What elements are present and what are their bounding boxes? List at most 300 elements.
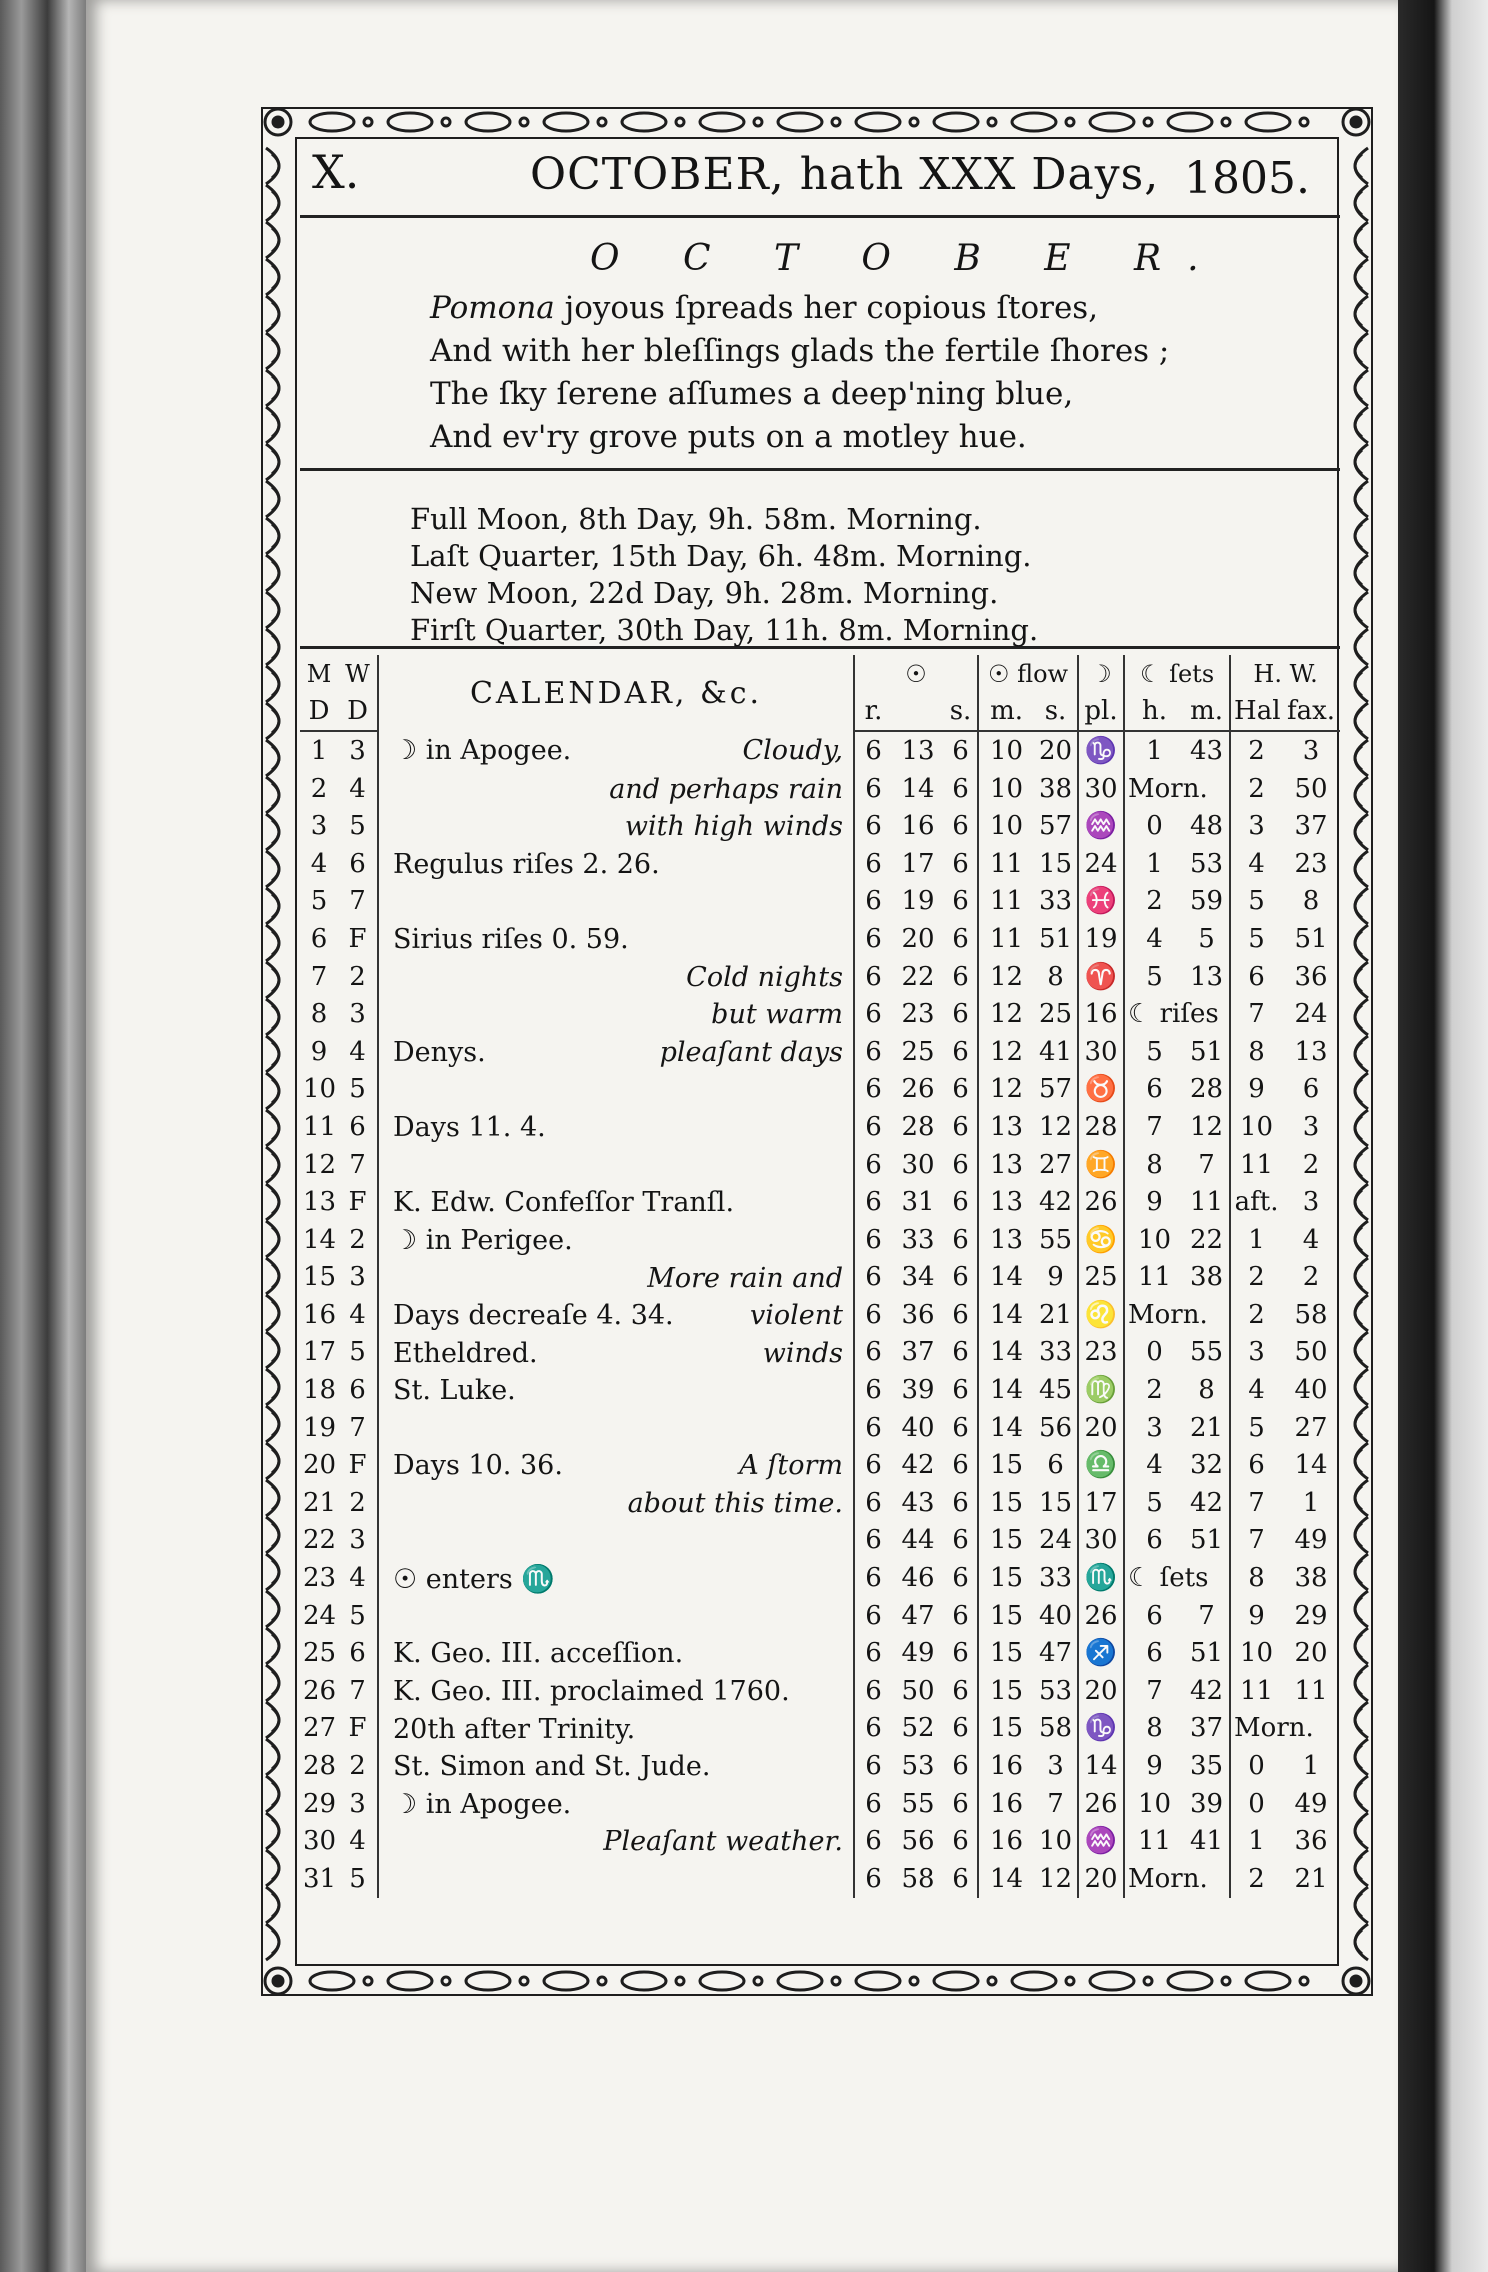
high-water-header: H. W. — [1230, 655, 1340, 693]
cell-hm: 4 — [1302, 1224, 1320, 1255]
calendar-row — [300, 770, 1340, 808]
cell-sm: 44 — [901, 1525, 935, 1556]
cell-weather: about this time. — [627, 1488, 843, 1520]
cell-event-weather — [378, 1822, 854, 1860]
cell-ss: 6 — [952, 1675, 969, 1706]
cell-hh: 9 — [1230, 1597, 1282, 1635]
cell-ss: 6 — [952, 1111, 969, 1142]
cell-dm: 23 — [303, 1563, 337, 1594]
cell-mh: 9 — [1124, 1747, 1184, 1785]
cell-ss: 6 — [952, 1638, 969, 1669]
cell-ss: 6 — [952, 1036, 969, 1067]
cell-fs: 25 — [1038, 999, 1073, 1030]
cell-dm: 20 — [303, 1450, 337, 1481]
cell-fs: 38 — [1038, 773, 1073, 804]
cell-event-weather — [378, 1747, 854, 1785]
cell-sm: 47 — [901, 1600, 935, 1631]
calendar-row — [300, 807, 1340, 845]
cell-mh: 5 — [1124, 1484, 1184, 1522]
cell-event-weather — [378, 1522, 854, 1560]
calendar-row — [300, 1785, 1340, 1823]
cell-mh: 5 — [1124, 1033, 1184, 1071]
cell-ss: 6 — [952, 773, 969, 804]
cell-sm: 34 — [901, 1262, 935, 1293]
calendar-row — [300, 1484, 1340, 1522]
cell-event-weather — [378, 1371, 854, 1409]
cell-pl: ♓ — [1078, 883, 1124, 921]
cell-hm: 13 — [1294, 1036, 1328, 1067]
cell-sr: 6 — [854, 770, 892, 808]
cell-event: 20th after Trinity. — [393, 1713, 636, 1745]
cell-mm: 21 — [1189, 1412, 1224, 1443]
cell-sr: 6 — [854, 1146, 892, 1184]
cell-fs: 27 — [1038, 1149, 1073, 1180]
cell-hm: 3 — [1302, 1111, 1320, 1142]
cell-dw: 3 — [349, 1788, 366, 1819]
calendar-row — [300, 1446, 1340, 1484]
cell-event: St. Simon and St. Jude. — [393, 1751, 711, 1783]
calendar-row — [300, 1033, 1340, 1071]
cell-sr: 6 — [854, 1334, 892, 1372]
cell-mm: 7 — [1198, 1600, 1215, 1631]
cell-pl: ♏ — [1078, 1559, 1124, 1597]
calendar-row — [300, 1409, 1340, 1447]
calendar-row — [300, 1259, 1340, 1297]
cell-pl: 26 — [1078, 1597, 1124, 1635]
cell-weather: More rain and — [647, 1262, 843, 1294]
col-dw-top: W — [345, 659, 370, 688]
cell-mh: 11 — [1124, 1822, 1184, 1860]
calendar-row — [300, 1597, 1340, 1635]
cell-mh: 8 — [1124, 1146, 1184, 1184]
cell-fm: 15 — [978, 1446, 1034, 1484]
cell-ss: 6 — [952, 848, 969, 879]
cell-ss: 6 — [952, 811, 969, 842]
cell-mh: 10 — [1124, 1785, 1184, 1823]
cell-sm: 55 — [901, 1788, 935, 1819]
col-hal: Hal — [1230, 693, 1282, 732]
cell-fs: 24 — [1038, 1525, 1073, 1556]
cell-event-weather — [378, 1296, 854, 1334]
cell-fm: 15 — [978, 1484, 1034, 1522]
cell-hm: 3 — [1302, 1187, 1320, 1218]
cell-dm: 5 — [310, 886, 328, 917]
poem-line-text: And with her bleſſings glads the fertile ſhores ; — [430, 333, 1170, 369]
col-dm-top: M — [306, 659, 332, 688]
cell-event-weather — [378, 1146, 854, 1184]
cell-mh: Morn. — [1124, 770, 1184, 808]
cell-fs: 51 — [1038, 923, 1073, 954]
cell-dw: 5 — [349, 1600, 366, 1631]
calendar-row — [300, 1221, 1340, 1259]
cell-hm: 1 — [1302, 1751, 1320, 1782]
cell-mm: 42 — [1189, 1675, 1224, 1706]
cell-dm: 15 — [303, 1262, 337, 1293]
cell-mm: 51 — [1189, 1638, 1224, 1669]
cell-event-weather — [378, 1672, 854, 1710]
calendar-row — [300, 731, 1340, 770]
cell-sm: 22 — [901, 961, 935, 992]
cell-hh: 4 — [1230, 1371, 1282, 1409]
cell-sr: 6 — [854, 1221, 892, 1259]
cell-dw: 5 — [349, 1074, 366, 1105]
cell-dw: 6 — [349, 848, 366, 879]
cell-fm: 14 — [978, 1296, 1034, 1334]
cell-fs: 12 — [1038, 1111, 1073, 1142]
cell-ss: 6 — [952, 1299, 969, 1330]
cell-fm: 13 — [978, 1146, 1034, 1184]
cell-event: Days 11. 4. — [393, 1112, 546, 1144]
cell-mm: 12 — [1189, 1111, 1224, 1142]
cell-pl: 20 — [1078, 1672, 1124, 1710]
cell-hh: 7 — [1230, 995, 1282, 1033]
cell-sr: 6 — [854, 1822, 892, 1860]
cell-pl: ♑ — [1078, 1710, 1124, 1748]
cell-ss: 6 — [952, 1487, 969, 1518]
cell-event-weather — [378, 1334, 854, 1372]
cell-event-weather — [378, 1071, 854, 1109]
cell-hm: 8 — [1302, 886, 1320, 917]
cell-hh: 3 — [1230, 807, 1282, 845]
cell-hh: 4 — [1230, 845, 1282, 883]
cell-sm: 52 — [901, 1713, 935, 1744]
cell-fs: 10 — [1038, 1826, 1073, 1857]
calendar-row — [300, 845, 1340, 883]
cell-dw: 2 — [349, 961, 366, 992]
cell-mm: 48 — [1189, 811, 1224, 842]
cell-pl: ♒ — [1078, 1822, 1124, 1860]
cell-pl: ♈ — [1078, 958, 1124, 996]
cell-event: Etheldred. — [393, 1337, 538, 1369]
cell-mh: 11 — [1124, 1259, 1184, 1297]
cell-fs: 12 — [1038, 1863, 1073, 1894]
cell-event-weather — [378, 995, 854, 1033]
cell-dm: 10 — [303, 1074, 337, 1105]
cell-sr: 6 — [854, 1634, 892, 1672]
cell-mm: 22 — [1189, 1224, 1224, 1255]
cell-fs: 57 — [1038, 811, 1073, 842]
cell-mh: 6 — [1124, 1634, 1184, 1672]
cell-hm: 50 — [1294, 1337, 1328, 1368]
cell-hh: 6 — [1230, 958, 1282, 996]
cell-dm: 26 — [303, 1675, 337, 1706]
cell-sm: 16 — [901, 811, 935, 842]
cell-fm: 11 — [978, 883, 1034, 921]
cell-pl: 30 — [1078, 1522, 1124, 1560]
cell-mh: Morn. — [1124, 1296, 1184, 1334]
cell-ss: 6 — [952, 1525, 969, 1556]
cell-pl: 23 — [1078, 1334, 1124, 1372]
cell-fs: 57 — [1038, 1074, 1073, 1105]
cell-fs: 33 — [1038, 1563, 1073, 1594]
moon-phases — [300, 471, 1340, 646]
cell-event-weather — [378, 1221, 854, 1259]
cell-mm: 53 — [1189, 848, 1224, 879]
cell-sm: 46 — [901, 1563, 935, 1594]
calendar-row — [300, 1559, 1340, 1597]
cell-pl: 16 — [1078, 995, 1124, 1033]
cell-mh: 6 — [1124, 1597, 1184, 1635]
cell-fm: 14 — [978, 1860, 1034, 1898]
cell-fm: 15 — [978, 1522, 1034, 1560]
cell-dw: 2 — [349, 1751, 366, 1782]
cell-fm: 15 — [978, 1634, 1034, 1672]
cell-weather: Cold nights — [686, 961, 843, 993]
cell-ss: 6 — [952, 1224, 969, 1255]
cell-mm: 32 — [1189, 1450, 1224, 1481]
cell-event-weather — [378, 1484, 854, 1522]
cell-fm: 12 — [978, 958, 1034, 996]
cell-ss: 6 — [952, 1788, 969, 1819]
cell-event: Denys. — [393, 1036, 486, 1068]
cell-sm: 56 — [901, 1826, 935, 1857]
cell-mh: 4 — [1124, 1446, 1184, 1484]
moon-sets-header: ☾ ſets — [1124, 655, 1230, 693]
cell-hh: 0 — [1230, 1747, 1282, 1785]
cell-ss: 6 — [952, 923, 969, 954]
cell-event-weather — [378, 1446, 854, 1484]
cell-pl: 26 — [1078, 1785, 1124, 1823]
cell-fs: 40 — [1038, 1600, 1073, 1631]
sun-icon: ☉ — [854, 655, 978, 693]
cell-dm: 6 — [310, 923, 328, 954]
cell-mh: 4 — [1124, 920, 1184, 958]
moon-phase-line: Laſt Quarter, 15th Day, 6h. 48m. Morning. — [410, 539, 1032, 573]
cell-sr: 6 — [854, 1446, 892, 1484]
cell-sm: 14 — [901, 773, 935, 804]
cell-fm: 12 — [978, 1033, 1034, 1071]
cell-sr: 6 — [854, 1183, 892, 1221]
cell-event: K. Geo. III. proclaimed 1760. — [393, 1676, 790, 1708]
cell-fm: 16 — [978, 1785, 1034, 1823]
calendar-row — [300, 1334, 1340, 1372]
cell-hh: 7 — [1230, 1484, 1282, 1522]
cell-dw: 4 — [349, 1299, 366, 1330]
cell-hh: 5 — [1230, 920, 1282, 958]
cell-sm: 33 — [901, 1224, 935, 1255]
cell-sm: 39 — [901, 1375, 935, 1406]
cell-sr: 6 — [854, 845, 892, 883]
cell-hm: 20 — [1294, 1638, 1328, 1669]
cell-dm: 28 — [303, 1751, 337, 1782]
cell-dm: 24 — [303, 1600, 337, 1631]
month-heading: OCTOBER, hath XXX Days, — [530, 149, 1160, 200]
cell-pl: 20 — [1078, 1409, 1124, 1447]
cell-event-weather — [378, 1183, 854, 1221]
cell-hh: 2 — [1230, 1296, 1282, 1334]
cell-hm: 38 — [1294, 1563, 1328, 1594]
cell-fm: 14 — [978, 1409, 1034, 1447]
cell-mm: 55 — [1189, 1337, 1224, 1368]
cell-dm: 13 — [303, 1187, 337, 1218]
cell-hm: 50 — [1294, 773, 1328, 804]
cell-event-weather — [378, 920, 854, 958]
cell-sr: 6 — [854, 1409, 892, 1447]
cell-hh: 2 — [1230, 731, 1282, 770]
cell-dm: 25 — [303, 1638, 337, 1669]
poem-line-italic: Pomona — [430, 290, 555, 326]
poem — [300, 218, 1340, 468]
cell-pl: ♒ — [1078, 807, 1124, 845]
cell-fs: 8 — [1047, 961, 1064, 992]
cell-hh: 3 — [1230, 1334, 1282, 1372]
col-dm: D — [300, 693, 338, 732]
cell-mh: 9 — [1124, 1183, 1184, 1221]
cell-fm: 13 — [978, 1221, 1034, 1259]
cell-sm: 53 — [901, 1751, 935, 1782]
sun-slow-header: ☉ flow — [978, 655, 1078, 693]
cell-weather: Cloudy, — [742, 735, 843, 767]
cell-sm: 17 — [901, 848, 935, 879]
cell-fm: 12 — [978, 995, 1034, 1033]
cell-dm: 29 — [303, 1788, 337, 1819]
cell-dw: F — [348, 923, 367, 954]
col-slow-m: m. — [978, 693, 1034, 732]
calendar-row — [300, 920, 1340, 958]
cell-ss: 6 — [952, 1375, 969, 1406]
cell-fs: 15 — [1038, 848, 1073, 879]
cell-dm: 12 — [303, 1149, 337, 1180]
col-slow-s: s. — [1034, 693, 1078, 732]
cell-sm: 26 — [901, 1074, 935, 1105]
cell-event: K. Edw. Confeſſor Tranſl. — [393, 1187, 735, 1219]
cell-ss: 6 — [952, 1149, 969, 1180]
cell-hm: 2 — [1302, 1262, 1320, 1293]
cell-dw: 4 — [349, 773, 366, 804]
cell-mm: 43 — [1189, 735, 1224, 766]
cell-ss: 6 — [952, 886, 969, 917]
cell-event-weather — [378, 1259, 854, 1297]
cell-hm: 14 — [1294, 1450, 1328, 1481]
cell-pl: ♌ — [1078, 1296, 1124, 1334]
cell-hh: 0 — [1230, 1785, 1282, 1823]
cell-hm: 1 — [1302, 1487, 1320, 1518]
cell-fs: 21 — [1038, 1299, 1073, 1330]
cell-pl: 14 — [1078, 1747, 1124, 1785]
cell-dw: F — [348, 1187, 367, 1218]
cell-hh: 1 — [1230, 1221, 1282, 1259]
cell-mm: 28 — [1189, 1074, 1224, 1105]
cell-fm: 10 — [978, 770, 1034, 808]
cell-dw: 7 — [349, 1149, 366, 1180]
cell-sr: 6 — [854, 883, 892, 921]
cell-weather: A ſtorm — [739, 1450, 843, 1482]
calendar-title: CALENDAR, &c. — [378, 655, 854, 731]
calendar-header-top — [300, 655, 1340, 693]
year: 1805. — [1184, 153, 1310, 204]
cell-sm: 25 — [901, 1036, 935, 1067]
cell-hh: 2 — [1230, 770, 1282, 808]
cell-ss: 6 — [952, 1600, 969, 1631]
cell-sr: 6 — [854, 731, 892, 770]
calendar-row — [300, 1860, 1340, 1898]
cell-hm: 3 — [1302, 735, 1320, 766]
cell-dw: 3 — [349, 999, 366, 1030]
cell-pl: 30 — [1078, 1033, 1124, 1071]
cell-fs: 33 — [1038, 1337, 1073, 1368]
cell-event-weather — [378, 845, 854, 883]
cell-event: St. Luke. — [393, 1375, 516, 1407]
cell-sm: 19 — [901, 886, 935, 917]
poem-line-text: And ev'ry grove puts on a motley hue. — [430, 419, 1027, 455]
cell-dw: 5 — [349, 811, 366, 842]
cell-dw: 4 — [349, 1826, 366, 1857]
cell-pl: 30 — [1078, 770, 1124, 808]
cell-event-weather — [378, 1785, 854, 1823]
cell-fm: 15 — [978, 1559, 1034, 1597]
cell-event-weather — [378, 731, 854, 770]
cell-dm: 16 — [303, 1299, 337, 1330]
cell-hm: 36 — [1294, 1826, 1328, 1857]
col-sun-r: r. — [854, 693, 892, 732]
cell-mh: 6 — [1124, 1071, 1184, 1109]
cell-mm: 38 — [1189, 1262, 1224, 1293]
cell-dw: 3 — [349, 735, 366, 766]
cell-weather: Pleaſant weather. — [603, 1826, 843, 1858]
cell-pl: 24 — [1078, 845, 1124, 883]
cell-mm: 42 — [1189, 1487, 1224, 1518]
cell-hm: 49 — [1294, 1788, 1328, 1819]
cell-pl: 26 — [1078, 1183, 1124, 1221]
cell-pl: ♉ — [1078, 1071, 1124, 1109]
cell-sm: 23 — [901, 999, 935, 1030]
cell-dm: 8 — [310, 999, 328, 1030]
moon-place-header: ☽ — [1078, 655, 1124, 693]
cell-mm: 11 — [1189, 1187, 1224, 1218]
cell-fs: 45 — [1038, 1375, 1073, 1406]
cell-event-weather — [378, 1033, 854, 1071]
cell-pl: ♍ — [1078, 1371, 1124, 1409]
poem-line — [430, 416, 1340, 459]
cell-ss: 6 — [952, 1713, 969, 1744]
cell-hh: 8 — [1230, 1033, 1282, 1071]
cell-pl: ♑ — [1078, 731, 1124, 770]
moon-phase-line: Firſt Quarter, 30th Day, 11h. 8m. Morning. — [410, 613, 1039, 647]
calendar-row — [300, 1296, 1340, 1334]
cell-sm: 40 — [901, 1412, 935, 1443]
cell-ss: 6 — [952, 1412, 969, 1443]
month-numeral: X. — [312, 145, 360, 199]
cell-mh: 3 — [1124, 1409, 1184, 1447]
cell-hm: 2 — [1302, 1149, 1320, 1180]
cell-hm: 51 — [1294, 923, 1328, 954]
cell-sr: 6 — [854, 1747, 892, 1785]
calendar-row — [300, 995, 1340, 1033]
cell-dm: 1 — [310, 735, 328, 766]
cell-mh: 0 — [1124, 1334, 1184, 1372]
cell-weather: winds — [762, 1337, 843, 1369]
cell-weather: with high winds — [624, 811, 843, 843]
cell-event-weather — [378, 883, 854, 921]
cell-dm: 3 — [310, 811, 328, 842]
cell-dm: 18 — [303, 1375, 337, 1406]
cell-event: Regulus riſes 2. 26. — [393, 848, 660, 880]
cell-hm: 11 — [1294, 1675, 1328, 1706]
cell-sm: 36 — [901, 1299, 935, 1330]
cell-sr: 6 — [854, 1108, 892, 1146]
cell-event-weather — [378, 1597, 854, 1635]
cell-ss: 6 — [952, 1751, 969, 1782]
cell-dw: F — [348, 1450, 367, 1481]
cell-hh: 5 — [1230, 1409, 1282, 1447]
calendar-row — [300, 1672, 1340, 1710]
cell-dm: 30 — [303, 1826, 337, 1857]
cell-event-weather — [378, 1634, 854, 1672]
cell-fs: 7 — [1047, 1788, 1064, 1819]
cell-pl: 19 — [1078, 920, 1124, 958]
cell-pl: ♊ — [1078, 1146, 1124, 1184]
cell-pl: ♐ — [1078, 1634, 1124, 1672]
